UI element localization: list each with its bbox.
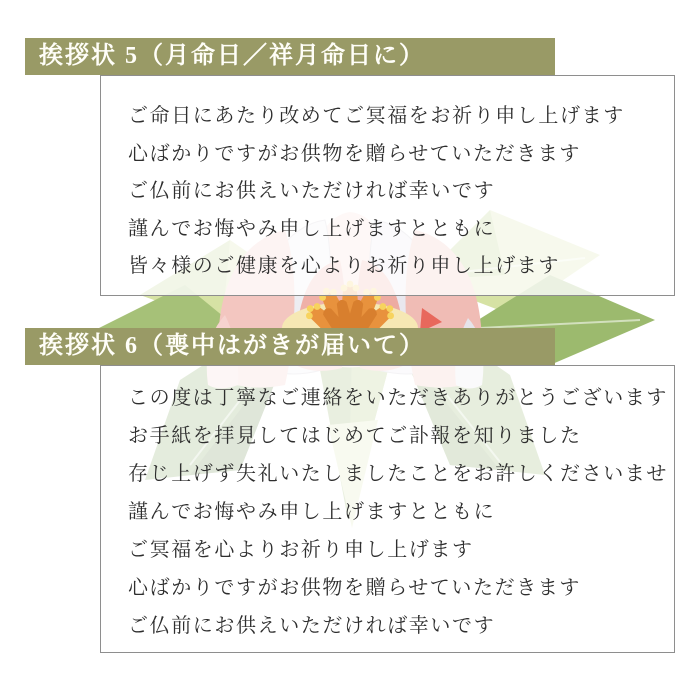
greeting-text-box-6 <box>100 365 675 653</box>
greeting-line: 存じ上げず失礼いたしましたことをお許しくださいませ <box>128 461 668 485</box>
greeting-line: ご仏前にお供えいただければ幸いです <box>128 613 496 637</box>
greeting-line: 皆々様のご健康を心よりお祈り申し上げます <box>128 253 560 277</box>
greeting-line: 心ばかりですがお供物を贈らせていただきます <box>128 140 581 165</box>
greeting-line: 謹んでお悔やみ申し上げますとともに <box>128 499 496 523</box>
greeting-line: 心ばかりですがお供物を贈らせていただきます <box>128 575 581 599</box>
greeting-line: この度は丁寧なご連絡をいただきありがとうございます <box>128 385 668 409</box>
greeting-line: ご冥福を心よりお祈り申し上げます <box>128 537 474 561</box>
section-header-6-label: 挨拶状 6（喪中はがきが届いて） <box>39 333 425 359</box>
section-header-5-label: 挨拶状 5（月命日／祥月命日に） <box>39 43 425 69</box>
greeting-text-box-5 <box>100 75 675 296</box>
section-header-5 <box>25 38 555 75</box>
greeting-line: お手紙を拝見してはじめてご訃報を知りました <box>128 423 582 447</box>
section-header-6 <box>25 328 555 365</box>
greeting-line: ご命日にあたり改めてご冥福をお祈り申し上げます <box>128 103 625 127</box>
greeting-line: ご仏前にお供えいただければ幸いです <box>128 178 496 202</box>
greeting-line: 謹んでお悔やみ申し上げますとともに <box>128 215 496 240</box>
